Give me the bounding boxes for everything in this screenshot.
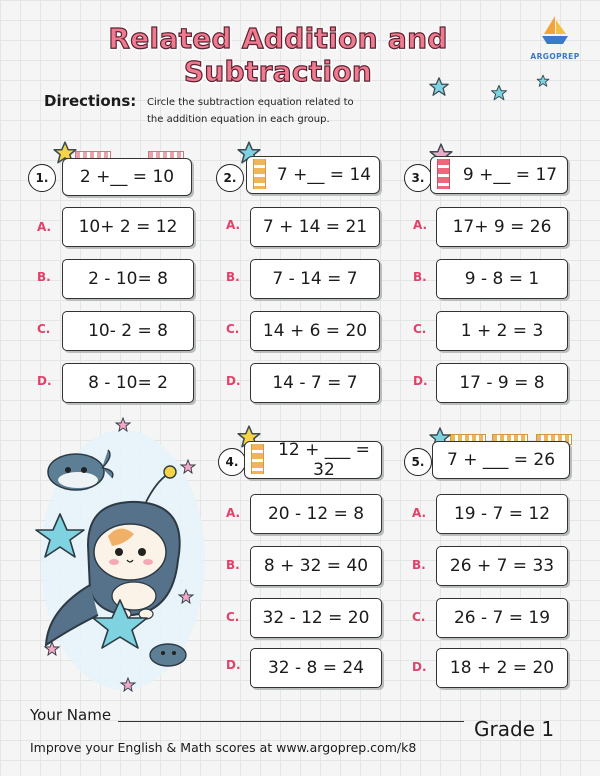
option-letter: A. [226,218,241,232]
option-letter: C. [226,610,240,624]
worksheet-title: Related Addition and Subtraction [108,22,448,88]
option-letter: B. [412,558,426,572]
option-box[interactable]: 8 + 32 = 40 [250,546,382,586]
question-equation: 12 + ___ = 32 [278,440,370,480]
decorative-stick [437,159,450,189]
option-box[interactable]: 10+ 2 = 12 [62,207,194,247]
option-letter: C. [413,322,427,336]
directions-label: Directions: [44,92,137,110]
option-box[interactable]: 26 - 7 = 19 [436,598,568,638]
question-number: 1. [28,164,56,192]
option-box[interactable]: 19 - 7 = 12 [436,494,568,534]
option-letter: A. [226,506,241,520]
grade-label: Grade 1 [474,717,555,741]
option-letter: B. [413,270,427,284]
option-letter: D. [412,660,427,674]
option-letter: A. [37,220,52,234]
question-equation: 9 +__ = 17 [462,165,558,185]
option-box[interactable]: 7 - 14 = 7 [250,259,380,299]
question-equation-box [244,441,382,479]
question-number: 2. [216,164,244,192]
option-letter: B. [226,270,240,284]
option-box[interactable]: 18 + 2 = 20 [436,648,568,688]
option-box[interactable]: 20 - 12 = 8 [250,494,382,534]
name-input-line[interactable] [118,721,464,722]
decorative-stick [253,159,266,189]
decorative-stick [251,444,264,474]
option-box[interactable]: 9 - 8 = 1 [436,259,568,299]
argoprep-logo [527,14,583,61]
option-box[interactable]: 1 + 2 = 3 [436,311,568,351]
star-icon [536,74,550,88]
sailboat-icon [540,14,570,48]
option-box[interactable]: 26 + 7 = 33 [436,546,568,586]
option-letter: C. [226,322,240,336]
promo-text: Improve your English & Math scores at www.argoprep.com/k8 [30,740,417,755]
option-letter: A. [412,506,427,520]
option-letter: A. [413,218,428,232]
question-number: 4. [218,448,246,476]
question-equation-box [246,156,380,194]
option-box[interactable]: 14 - 7 = 7 [250,363,380,403]
option-box[interactable]: 32 - 8 = 24 [250,648,382,688]
option-letter: D. [226,374,241,388]
option-letter: D. [226,658,241,672]
option-letter: D. [413,374,428,388]
question-equation: 7 + ___ = 26 [446,450,556,470]
question-equation-box [430,156,568,194]
option-box[interactable]: 10- 2 = 8 [62,311,194,351]
option-box[interactable]: 7 + 14 = 21 [250,207,380,247]
option-box[interactable]: 17 - 9 = 8 [436,363,568,403]
question-number: 5. [404,448,432,476]
directions-text [147,94,437,128]
option-box[interactable]: 8 - 10= 2 [62,363,194,403]
question-equation-box [62,158,192,196]
option-letter: B. [226,558,240,572]
option-letter: B. [37,270,51,284]
option-box[interactable]: 2 - 10= 8 [62,259,194,299]
question-equation: 2 +__ = 10 [79,167,175,187]
option-letter: C. [37,322,51,336]
question-equation: 7 +__ = 14 [276,165,372,185]
star-icon [490,84,508,102]
option-box[interactable]: 14 + 6 = 20 [250,311,380,351]
directions-line: Circle the subtraction equation related to [147,97,354,108]
option-box[interactable]: 32 - 12 = 20 [250,598,382,638]
logo-text: ARGOPREP [530,52,580,61]
option-letter: C. [412,610,426,624]
directions-line: the addition equation in each group. [147,114,330,125]
question-number: 3. [404,164,432,192]
question-equation-box [432,441,570,479]
your-name-label: Your Name [30,706,112,724]
whale-cat-illustration [28,410,208,700]
option-box[interactable]: 17+ 9 = 26 [436,207,568,247]
option-letter: D. [37,374,52,388]
